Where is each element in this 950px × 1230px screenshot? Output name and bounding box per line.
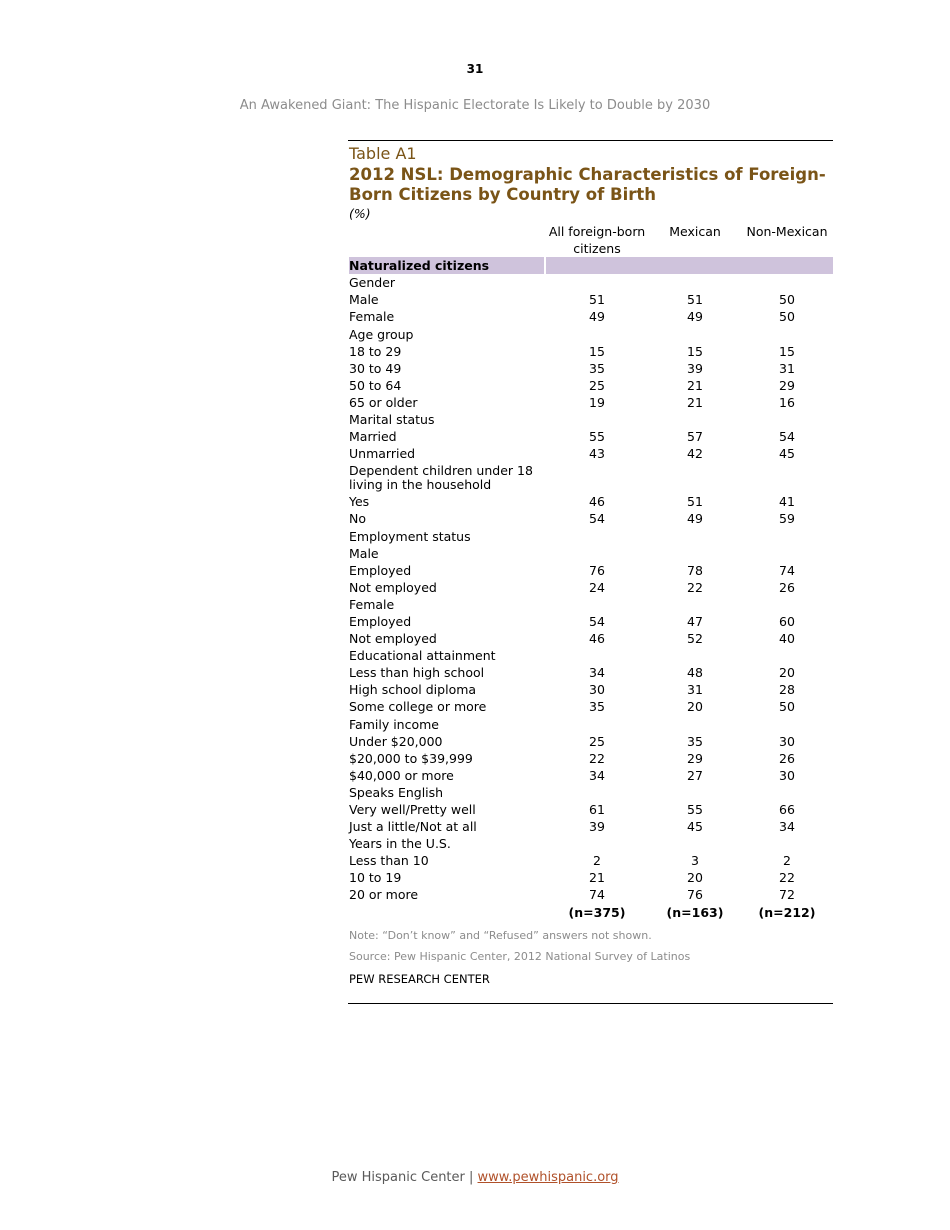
table-row xyxy=(349,664,833,681)
cell-non-mexican xyxy=(741,784,833,801)
table-row xyxy=(349,852,833,869)
cell-mexican: 48 xyxy=(687,665,703,681)
cell-mexican xyxy=(649,411,741,428)
row-label: High school diploma xyxy=(349,682,477,698)
cell-all-foreign-born: 54 xyxy=(589,613,605,629)
row-label: Age group xyxy=(349,326,414,342)
row-label: No xyxy=(349,511,366,527)
cell-mexican: 42 xyxy=(687,446,703,462)
table-row xyxy=(349,377,833,394)
cell-mexican: 78 xyxy=(687,562,703,578)
table-row xyxy=(349,562,833,579)
table-title: 2012 NSL: Demographic Characteristics of Foreign-Born Citizens by Country of Birth xyxy=(349,165,826,204)
cell-mexican: 51 xyxy=(687,494,703,510)
cell-non-mexican xyxy=(741,411,833,428)
cell-all-foreign-born: 22 xyxy=(589,750,605,766)
table-row xyxy=(349,681,833,698)
cell-non-mexican: 74 xyxy=(779,562,795,578)
row-label: Not employed xyxy=(349,579,437,595)
cell-all-foreign-born xyxy=(545,411,649,428)
cell-all-foreign-born xyxy=(545,647,649,664)
cell-non-mexican: 50 xyxy=(779,699,795,715)
cell-mexican: 39 xyxy=(687,360,703,376)
cell-non-mexican xyxy=(741,274,833,291)
cell-mexican: 51 xyxy=(687,292,703,308)
cell-all-foreign-born: 43 xyxy=(589,446,605,462)
category-row xyxy=(349,326,833,343)
row-label: 20 or more xyxy=(349,887,419,903)
cell-mexican: 49 xyxy=(687,309,703,325)
cell-non-mexican: 50 xyxy=(779,292,795,308)
category-row xyxy=(349,784,833,801)
row-label: Just a little/Not at all xyxy=(349,819,477,835)
table-row xyxy=(349,428,833,445)
cell-mexican: 3 xyxy=(691,853,699,869)
bottom-rule xyxy=(348,1003,833,1004)
table-unit: (%) xyxy=(349,206,371,221)
cell-non-mexican xyxy=(741,462,833,493)
cell-non-mexican: 31 xyxy=(779,360,795,376)
row-label: Marital status xyxy=(349,412,435,428)
section-band xyxy=(741,257,833,274)
table-row xyxy=(349,886,833,903)
row-label: Unmarried xyxy=(349,446,416,462)
row-label: 65 or older xyxy=(349,394,418,410)
cell-non-mexican: 54 xyxy=(779,429,795,445)
cell-non-mexican: 2 xyxy=(783,853,791,869)
cell-non-mexican xyxy=(741,596,833,613)
cell-non-mexican: 40 xyxy=(779,631,795,647)
cell-mexican: 20 xyxy=(687,699,703,715)
sample-size-mexican: (n=163) xyxy=(666,904,724,920)
cell-all-foreign-born: 76 xyxy=(589,562,605,578)
cell-mexican: 45 xyxy=(687,819,703,835)
cell-non-mexican: 41 xyxy=(779,494,795,510)
cell-non-mexican: 60 xyxy=(779,613,795,629)
cell-all-foreign-born xyxy=(545,528,649,545)
row-label: Employed xyxy=(349,613,412,629)
cell-non-mexican: 72 xyxy=(779,887,795,903)
footer-org: Pew Hispanic Center | xyxy=(331,1170,478,1185)
cell-mexican xyxy=(649,545,741,562)
row-label: $20,000 to $39,999 xyxy=(349,750,473,766)
row-label: Less than high school xyxy=(349,665,485,681)
cell-mexican: 31 xyxy=(687,682,703,698)
cell-all-foreign-born: 39 xyxy=(589,819,605,835)
cell-non-mexican: 30 xyxy=(779,767,795,783)
cell-all-foreign-born: 61 xyxy=(589,802,605,817)
cell-all-foreign-born xyxy=(545,274,649,291)
row-label: Yes xyxy=(349,494,370,510)
cell-mexican: 15 xyxy=(687,343,703,359)
table-row xyxy=(349,613,833,630)
cell-mexican: 35 xyxy=(687,733,703,749)
category-row xyxy=(349,411,833,428)
section-band xyxy=(545,257,649,274)
row-label: Years in the U.S. xyxy=(349,836,451,852)
cell-mexican xyxy=(649,835,741,852)
cell-all-foreign-born: 25 xyxy=(589,733,605,749)
cell-non-mexican xyxy=(741,326,833,343)
cell-all-foreign-born: 74 xyxy=(589,887,605,903)
row-label: Male xyxy=(349,545,379,561)
cell-mexican xyxy=(649,716,741,733)
cell-mexican: 49 xyxy=(687,511,703,527)
row-label: Married xyxy=(349,429,397,445)
cell-non-mexican xyxy=(741,647,833,664)
cell-non-mexican xyxy=(741,835,833,852)
row-label: Dependent children under 18 living in the household xyxy=(349,463,533,492)
section-row xyxy=(349,257,833,274)
cell-mexican xyxy=(649,274,741,291)
cell-all-foreign-born: 24 xyxy=(589,579,605,595)
row-label: 10 to 19 xyxy=(349,870,402,886)
cell-non-mexican: 45 xyxy=(779,446,795,462)
cell-mexican: 57 xyxy=(687,429,703,445)
sample-size-blank xyxy=(349,904,545,921)
page-footer xyxy=(0,1170,950,1185)
sample-size-row xyxy=(349,904,833,921)
cell-non-mexican: 22 xyxy=(779,870,795,886)
table-source: Source: Pew Hispanic Center, 2012 National Survey of Latinos xyxy=(349,950,691,963)
cell-non-mexican: 59 xyxy=(779,511,795,527)
row-label: 50 to 64 xyxy=(349,377,402,393)
cell-non-mexican: 34 xyxy=(779,819,795,835)
column-header-non-mexican: Non-Mexican xyxy=(746,224,828,239)
sample-size-non-mexican: (n=212) xyxy=(758,904,816,920)
table-row xyxy=(349,750,833,767)
table-row xyxy=(349,579,833,596)
category-row xyxy=(349,716,833,733)
cell-non-mexican: 30 xyxy=(779,733,795,749)
cell-non-mexican: 50 xyxy=(779,309,795,325)
row-label: Under $20,000 xyxy=(349,733,443,749)
cell-all-foreign-born: 35 xyxy=(589,360,605,376)
running-header: An Awakened Giant: The Hispanic Electorate Is Likely to Double by 2030 xyxy=(239,98,711,113)
cell-mexican: 52 xyxy=(687,631,703,647)
cell-non-mexican: 29 xyxy=(779,377,795,393)
cell-all-foreign-born: 46 xyxy=(589,631,605,647)
cell-mexican: 20 xyxy=(687,870,703,886)
table-row xyxy=(349,630,833,647)
top-rule xyxy=(348,140,833,141)
column-header-row xyxy=(349,223,833,257)
cell-mexican: 29 xyxy=(687,750,703,766)
cell-mexican xyxy=(649,528,741,545)
cell-non-mexican xyxy=(741,528,833,545)
sample-size-all-foreign-born: (n=375) xyxy=(568,904,626,920)
cell-all-foreign-born: 19 xyxy=(589,394,605,410)
table-row xyxy=(349,869,833,886)
cell-mexican: 22 xyxy=(687,579,703,595)
cell-mexican: 27 xyxy=(687,767,703,783)
cell-all-foreign-born: 51 xyxy=(589,292,605,308)
row-label: 30 to 49 xyxy=(349,360,402,376)
cell-all-foreign-born: 25 xyxy=(589,377,605,393)
table-row xyxy=(349,308,833,325)
category-row xyxy=(349,835,833,852)
cell-non-mexican: 66 xyxy=(779,802,795,817)
row-label: 18 to 29 xyxy=(349,343,402,359)
cell-all-foreign-born: 34 xyxy=(589,665,605,681)
table-note: Note: “Don’t know” and “Refused” answers not shown. xyxy=(349,929,652,942)
footer-website-link[interactable]: www.pewhispanic.org xyxy=(477,1170,619,1185)
row-label: $40,000 or more xyxy=(349,767,454,783)
column-header-all-foreign-born: All foreign-born citizens xyxy=(548,224,646,257)
cell-all-foreign-born: 46 xyxy=(589,494,605,510)
organization-credit: PEW RESEARCH CENTER xyxy=(349,972,490,986)
cell-all-foreign-born xyxy=(545,462,649,493)
cell-all-foreign-born: 21 xyxy=(589,870,605,886)
category-row xyxy=(349,462,833,493)
cell-mexican xyxy=(649,647,741,664)
row-label: Gender xyxy=(349,275,396,291)
table-row xyxy=(349,510,833,527)
cell-all-foreign-born: 35 xyxy=(589,699,605,715)
table-row xyxy=(349,291,833,308)
table-row xyxy=(349,801,833,818)
row-label: Very well/Pretty well xyxy=(349,802,476,817)
cell-non-mexican: 28 xyxy=(779,682,795,698)
row-label: Not employed xyxy=(349,631,437,647)
row-label: Less than 10 xyxy=(349,853,429,869)
cell-all-foreign-born: 34 xyxy=(589,767,605,783)
cell-mexican: 21 xyxy=(687,394,703,410)
cell-mexican xyxy=(649,326,741,343)
row-label: Employment status xyxy=(349,528,471,544)
column-header-blank xyxy=(349,223,545,257)
table-row xyxy=(349,343,833,360)
cell-all-foreign-born: 49 xyxy=(589,309,605,325)
cell-all-foreign-born xyxy=(545,835,649,852)
cell-mexican xyxy=(649,596,741,613)
cell-all-foreign-born: 30 xyxy=(589,682,605,698)
cell-non-mexican: 15 xyxy=(779,343,795,359)
table-label: Table A1 xyxy=(349,144,417,163)
cell-mexican: 76 xyxy=(687,887,703,903)
category-row xyxy=(349,528,833,545)
row-label: Educational attainment xyxy=(349,648,496,664)
table-row xyxy=(349,493,833,510)
table-row xyxy=(349,445,833,462)
category-row xyxy=(349,545,833,562)
page-number: 31 xyxy=(466,62,484,76)
table-row xyxy=(349,818,833,835)
cell-non-mexican: 16 xyxy=(779,394,795,410)
cell-non-mexican xyxy=(741,545,833,562)
demographics-table xyxy=(349,223,833,921)
cell-all-foreign-born: 15 xyxy=(589,343,605,359)
row-label: Some college or more xyxy=(349,699,487,715)
category-row xyxy=(349,274,833,291)
row-label: Male xyxy=(349,292,379,308)
table-row xyxy=(349,733,833,750)
cell-mexican: 47 xyxy=(687,613,703,629)
section-band xyxy=(649,257,741,274)
cell-non-mexican: 20 xyxy=(779,665,795,681)
cell-non-mexican xyxy=(741,716,833,733)
row-label: Female xyxy=(349,309,395,325)
cell-non-mexican: 26 xyxy=(779,579,795,595)
category-row xyxy=(349,647,833,664)
row-label: Employed xyxy=(349,562,412,578)
table-row xyxy=(349,394,833,411)
cell-mexican: 55 xyxy=(687,802,703,817)
section-label: Naturalized citizens xyxy=(349,257,545,274)
cell-mexican xyxy=(649,462,741,493)
cell-all-foreign-born xyxy=(545,596,649,613)
cell-all-foreign-born xyxy=(545,784,649,801)
cell-non-mexican: 26 xyxy=(779,750,795,766)
table-row xyxy=(349,698,833,715)
cell-all-foreign-born xyxy=(545,326,649,343)
category-row xyxy=(349,596,833,613)
row-label: Female xyxy=(349,596,395,612)
cell-all-foreign-born: 55 xyxy=(589,429,605,445)
table-row xyxy=(349,360,833,377)
cell-all-foreign-born: 54 xyxy=(589,511,605,527)
cell-all-foreign-born xyxy=(545,545,649,562)
row-label: Family income xyxy=(349,716,439,732)
cell-all-foreign-born: 2 xyxy=(593,853,601,869)
cell-all-foreign-born xyxy=(545,716,649,733)
cell-mexican xyxy=(649,784,741,801)
table-row xyxy=(349,767,833,784)
column-header-mexican: Mexican xyxy=(669,224,721,239)
row-label: Speaks English xyxy=(349,784,444,800)
cell-mexican: 21 xyxy=(687,377,703,393)
